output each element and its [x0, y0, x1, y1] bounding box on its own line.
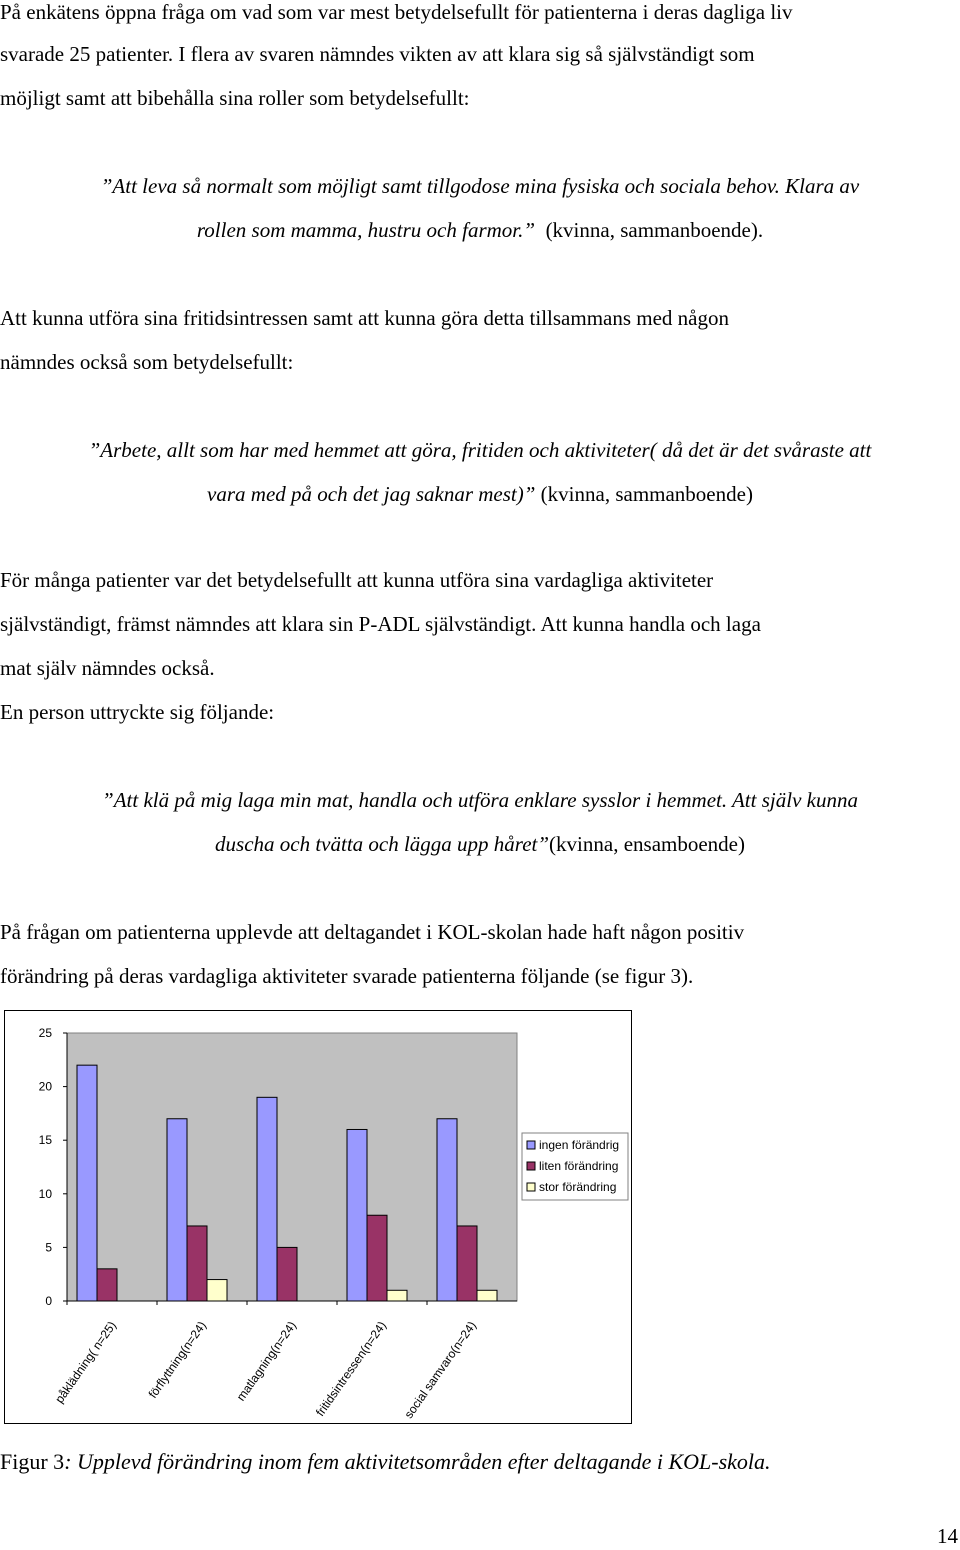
legend-swatch: [527, 1141, 535, 1149]
paragraph-line: möjligt samt att bibehålla sina roller som betydelsefullt:: [0, 86, 470, 110]
legend-swatch: [527, 1162, 535, 1170]
paragraph-line: svarade 25 patienter. I flera av svaren nämndes vikten av att klara sig så självständigt som: [0, 42, 755, 66]
bar: [277, 1247, 297, 1301]
bar: [207, 1280, 227, 1301]
y-tick-label: 5: [45, 1240, 52, 1255]
y-tick-label: 10: [38, 1186, 52, 1201]
quote-text: duscha och tvätta och lägga upp håret”: [215, 832, 550, 856]
x-tick-label: fritidsintressen(n=24): [313, 1318, 389, 1419]
bar: [257, 1097, 277, 1301]
caption-label: Figur 3: [0, 1449, 65, 1474]
paragraph-line: självständigt, främst nämndes att klara sin P-ADL självständigt. Att kunna handla och laga: [0, 612, 761, 636]
legend-swatch: [527, 1183, 535, 1191]
quote-line: [0, 778, 960, 822]
x-tick-label: social samvaro(n=24): [401, 1318, 479, 1421]
bar: [437, 1119, 457, 1301]
quote-text: vara med på och det jag saknar mest)”: [207, 482, 536, 506]
x-tick-label: förflyttning(n=24): [145, 1318, 209, 1401]
bar: [477, 1290, 497, 1301]
bar: [77, 1065, 97, 1301]
paragraph-line: För många patienter var det betydelsefullt att kunna utföra sina vardagliga aktiviteter: [0, 568, 714, 592]
paragraph-line: På enkätens öppna fråga om vad som var mest betydelsefullt för patienterna i deras dagliga liv: [0, 0, 793, 24]
paragraph-line: förändring på deras vardagliga aktiviteter svarade patienterna följande (se figur 3).: [0, 964, 694, 988]
y-tick-label: 0: [45, 1294, 52, 1308]
legend-label: liten förändring: [539, 1159, 619, 1173]
quote-line: [0, 472, 960, 516]
bar: [457, 1226, 477, 1301]
bar: [347, 1129, 367, 1301]
quote-line: [0, 428, 960, 472]
quote-attribution: (kvinna, sammanboende): [540, 482, 753, 506]
quote-attribution: (kvinna, sammanboende).: [545, 218, 764, 242]
paragraph-line: nämndes också som betydelsefullt:: [0, 350, 294, 374]
quote-attribution: (kvinna, ensamboende): [549, 832, 745, 856]
figure-caption: [0, 1440, 771, 1484]
y-tick-label: 25: [38, 1026, 52, 1040]
legend-label: stor förändring: [539, 1180, 617, 1194]
paragraph-line: En person uttryckte sig följande:: [0, 700, 275, 724]
y-tick-label: 15: [38, 1133, 52, 1148]
quote-text: rollen som mamma, hustru och farmor.”: [196, 218, 536, 242]
page-number: 14: [937, 1524, 958, 1548]
paragraph-line: Att kunna utföra sina fritidsintressen samt att kunna göra detta tillsammans med någon: [0, 306, 730, 330]
figure-frame: [4, 1010, 632, 1424]
bar: [387, 1290, 407, 1301]
x-tick-label: matlagning(n=24): [233, 1318, 299, 1404]
bar: [367, 1215, 387, 1301]
legend-label: ingen förändrig: [539, 1138, 620, 1152]
quote-text: ”Arbete, allt som har med hemmet att göra, fritiden och aktiviteter( då det är det svåraste att: [88, 438, 872, 462]
caption-text: : Upplevd förändring inom fem aktivitetsområden efter deltagande i KOL-skola.: [64, 1449, 771, 1474]
quote-text: ”Att leva så normalt som möjligt samt tillgodose mina fysiska och sociala behov. Klara av: [100, 174, 860, 198]
bar-chart: [5, 1011, 630, 1422]
bar: [97, 1269, 117, 1301]
bar: [167, 1119, 187, 1301]
quote-line: [0, 208, 960, 252]
quote-text: ”Att klä på mig laga min mat, handla och utföra enklare sysslor i hemmet. Att själv kunna: [102, 788, 858, 812]
x-tick-label: påklädning( n=25): [52, 1318, 119, 1406]
y-tick-label: 20: [38, 1079, 52, 1094]
paragraph-line: mat själv nämndes också.: [0, 656, 215, 680]
bar: [187, 1226, 207, 1301]
quote-line: [0, 822, 960, 866]
quote-line: [0, 164, 960, 208]
paragraph-line: På frågan om patienterna upplevde att deltagandet i KOL-skolan hade haft någon positiv: [0, 920, 745, 944]
